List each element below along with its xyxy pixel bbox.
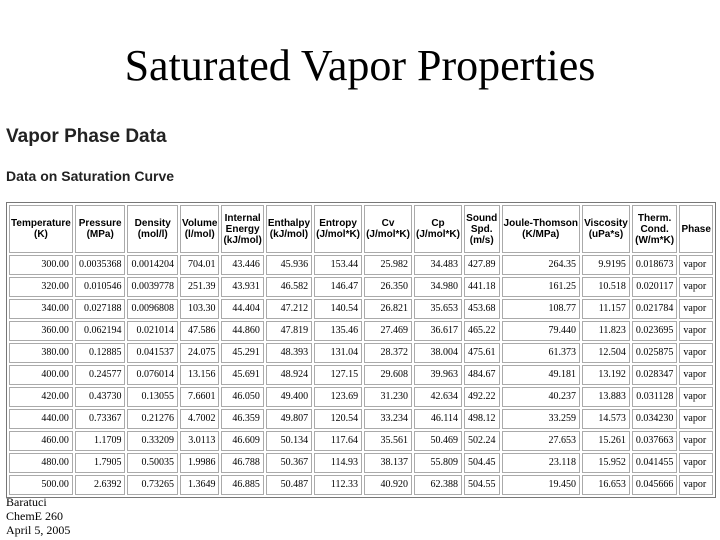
column-header: Viscosity (uPa*s) <box>582 205 630 253</box>
table-cell: 117.64 <box>314 431 362 451</box>
table-cell: 2.6392 <box>75 475 126 495</box>
table-cell: 45.936 <box>266 255 312 275</box>
table-row <box>9 409 713 429</box>
table-cell: 44.404 <box>221 299 263 319</box>
table-cell: 45.291 <box>221 343 263 363</box>
table-cell: 48.393 <box>266 343 312 363</box>
column-header: Temperature (K) <box>9 205 73 253</box>
table-cell: 46.609 <box>221 431 263 451</box>
table-cell: 55.809 <box>414 453 462 473</box>
table-cell: 0.034230 <box>632 409 678 429</box>
table-cell: 46.050 <box>221 387 263 407</box>
table-cell: 27.653 <box>502 431 581 451</box>
table-cell: 15.261 <box>582 431 630 451</box>
slide-title: Saturated Vapor Properties <box>124 41 596 90</box>
table-cell: 0.076014 <box>127 365 178 385</box>
table-cell: 34.980 <box>414 277 462 297</box>
table-cell: 27.469 <box>364 321 412 341</box>
subsection-heading: Data on Saturation Curve <box>6 168 175 184</box>
table-cell: 502.24 <box>464 431 500 451</box>
table-cell: 127.15 <box>314 365 362 385</box>
table-cell: 0.025875 <box>632 343 678 363</box>
table-cell: 400.00 <box>9 365 73 385</box>
table-cell: vapor <box>679 343 713 363</box>
table-cell: 420.00 <box>9 387 73 407</box>
table-cell: 24.075 <box>180 343 219 363</box>
column-header: Cp (J/mol*K) <box>414 205 462 253</box>
column-header: Sound Spd. (m/s) <box>464 205 500 253</box>
table-cell: 0.021014 <box>127 321 178 341</box>
table-cell: vapor <box>679 255 713 275</box>
column-header: Enthalpy (kJ/mol) <box>266 205 312 253</box>
table-cell: vapor <box>679 299 713 319</box>
column-header: Pressure (MPa) <box>75 205 126 253</box>
table-cell: 47.586 <box>180 321 219 341</box>
column-header: Joule-Thomson (K/MPa) <box>502 205 581 253</box>
table-cell: 13.192 <box>582 365 630 385</box>
table-cell: 0.50035 <box>127 453 178 473</box>
table-cell: 264.35 <box>502 255 581 275</box>
table-cell: 38.004 <box>414 343 462 363</box>
table-cell: 161.25 <box>502 277 581 297</box>
table-cell: 38.137 <box>364 453 412 473</box>
table-cell: 14.573 <box>582 409 630 429</box>
table-cell: 1.1709 <box>75 431 126 451</box>
table-cell: 9.9195 <box>582 255 630 275</box>
table-cell: 114.93 <box>314 453 362 473</box>
table-cell: 29.608 <box>364 365 412 385</box>
table-cell: 0.037663 <box>632 431 678 451</box>
table-cell: 61.373 <box>502 343 581 363</box>
table-cell: 0.020117 <box>632 277 678 297</box>
table-cell: 0.12885 <box>75 343 126 363</box>
table-cell: vapor <box>679 321 713 341</box>
table-cell: 140.54 <box>314 299 362 319</box>
table-cell: 42.634 <box>414 387 462 407</box>
table-cell: 46.885 <box>221 475 263 495</box>
table-cell: 23.118 <box>502 453 581 473</box>
table-cell: 504.45 <box>464 453 500 473</box>
table-row <box>9 453 713 473</box>
table-cell: 50.469 <box>414 431 462 451</box>
table-cell: 47.212 <box>266 299 312 319</box>
table-cell: 0.041455 <box>632 453 678 473</box>
table-cell: 0.041537 <box>127 343 178 363</box>
table-cell: 500.00 <box>9 475 73 495</box>
table-cell: vapor <box>679 409 713 429</box>
table-cell: 1.7905 <box>75 453 126 473</box>
table-cell: 26.350 <box>364 277 412 297</box>
table-cell: 0.045666 <box>632 475 678 495</box>
table-cell: 49.807 <box>266 409 312 429</box>
table-cell: 504.55 <box>464 475 500 495</box>
table-row <box>9 343 713 363</box>
table-cell: 40.920 <box>364 475 412 495</box>
table-cell: 0.0096808 <box>127 299 178 319</box>
table-cell: 0.0039778 <box>127 277 178 297</box>
table-cell: 16.653 <box>582 475 630 495</box>
table-row <box>9 321 713 341</box>
table-row <box>9 365 713 385</box>
table-cell: 35.653 <box>414 299 462 319</box>
table-cell: 12.504 <box>582 343 630 363</box>
table-cell: 492.22 <box>464 387 500 407</box>
table-cell: 11.823 <box>582 321 630 341</box>
column-header: Volume (l/mol) <box>180 205 219 253</box>
table-cell: 480.00 <box>9 453 73 473</box>
table-cell: 123.69 <box>314 387 362 407</box>
table-cell: 48.924 <box>266 365 312 385</box>
table-row <box>9 299 713 319</box>
table-row <box>9 255 713 275</box>
column-header: Entropy (J/mol*K) <box>314 205 362 253</box>
column-header: Cv (J/mol*K) <box>364 205 412 253</box>
table-cell: 380.00 <box>9 343 73 363</box>
table-cell: 0.028347 <box>632 365 678 385</box>
table-cell: 0.43730 <box>75 387 126 407</box>
table-cell: 300.00 <box>9 255 73 275</box>
table-cell: 0.023695 <box>632 321 678 341</box>
table-row <box>9 277 713 297</box>
table-cell: 43.931 <box>221 277 263 297</box>
table-cell: 49.181 <box>502 365 581 385</box>
table-cell: 441.18 <box>464 277 500 297</box>
table-cell: 1.3649 <box>180 475 219 495</box>
table-cell: 465.22 <box>464 321 500 341</box>
table-cell: 131.04 <box>314 343 362 363</box>
table-cell: 0.24577 <box>75 365 126 385</box>
table-cell: 50.367 <box>266 453 312 473</box>
table-row <box>9 475 713 495</box>
table-cell: 360.00 <box>9 321 73 341</box>
table-cell: 28.372 <box>364 343 412 363</box>
table-cell: 251.39 <box>180 277 219 297</box>
saturation-data-table <box>6 202 716 498</box>
table-cell: 1.9986 <box>180 453 219 473</box>
table-cell: vapor <box>679 277 713 297</box>
table-cell: 62.388 <box>414 475 462 495</box>
table-cell: 135.46 <box>314 321 362 341</box>
table-cell: 0.21276 <box>127 409 178 429</box>
table-cell: 704.01 <box>180 255 219 275</box>
table-cell: 0.0014204 <box>127 255 178 275</box>
table-cell: 46.788 <box>221 453 263 473</box>
table-cell: 49.400 <box>266 387 312 407</box>
table-cell: 498.12 <box>464 409 500 429</box>
table-cell: 0.73367 <box>75 409 126 429</box>
table-cell: 460.00 <box>9 431 73 451</box>
table-cell: 44.860 <box>221 321 263 341</box>
table-cell: 103.30 <box>180 299 219 319</box>
table-cell: 0.0035368 <box>75 255 126 275</box>
table-cell: vapor <box>679 453 713 473</box>
table-cell: 0.031128 <box>632 387 678 407</box>
table-cell: vapor <box>679 431 713 451</box>
table-cell: 7.6601 <box>180 387 219 407</box>
table-header-row <box>9 205 713 253</box>
slide-footer <box>6 495 70 537</box>
table-cell: 47.819 <box>266 321 312 341</box>
table-cell: 320.00 <box>9 277 73 297</box>
table-cell: 19.450 <box>502 475 581 495</box>
table-cell: 25.982 <box>364 255 412 275</box>
table-cell: 3.0113 <box>180 431 219 451</box>
table-cell: 35.561 <box>364 431 412 451</box>
column-header: Density (mol/l) <box>127 205 178 253</box>
table-cell: 0.33209 <box>127 431 178 451</box>
table-cell: 0.73265 <box>127 475 178 495</box>
table-cell: 146.47 <box>314 277 362 297</box>
footer-author: Baratuci <box>6 495 47 509</box>
webpage-screenshot <box>4 122 716 490</box>
table-cell: 484.67 <box>464 365 500 385</box>
table-cell: 0.027188 <box>75 299 126 319</box>
table-cell: 79.440 <box>502 321 581 341</box>
table-row <box>9 431 713 451</box>
table-row <box>9 387 713 407</box>
column-header: Internal Energy (kJ/mol) <box>221 205 263 253</box>
table-cell: 0.021784 <box>632 299 678 319</box>
table-cell: 120.54 <box>314 409 362 429</box>
table-cell: 15.952 <box>582 453 630 473</box>
table-cell: 13.883 <box>582 387 630 407</box>
table-cell: 33.234 <box>364 409 412 429</box>
table-body <box>9 255 713 495</box>
table-cell: 0.13055 <box>127 387 178 407</box>
table-cell: vapor <box>679 475 713 495</box>
table-cell: 43.446 <box>221 255 263 275</box>
table-cell: 31.230 <box>364 387 412 407</box>
table-cell: 45.691 <box>221 365 263 385</box>
table-cell: 340.00 <box>9 299 73 319</box>
table-cell: vapor <box>679 387 713 407</box>
table-cell: 108.77 <box>502 299 581 319</box>
table-cell: 40.237 <box>502 387 581 407</box>
table-cell: 0.010546 <box>75 277 126 297</box>
footer-course: ChemE 260 <box>6 509 63 523</box>
column-header: Therm. Cond. (W/m*K) <box>632 205 678 253</box>
table-cell: 453.68 <box>464 299 500 319</box>
table-cell: 11.157 <box>582 299 630 319</box>
section-heading: Vapor Phase Data <box>6 126 167 147</box>
footer-date: April 5, 2005 <box>6 523 71 537</box>
table-cell: 13.156 <box>180 365 219 385</box>
table-cell: vapor <box>679 365 713 385</box>
table-cell: 0.018673 <box>632 255 678 275</box>
table-cell: 39.963 <box>414 365 462 385</box>
table-cell: 33.259 <box>502 409 581 429</box>
table-cell: 26.821 <box>364 299 412 319</box>
table-cell: 4.7002 <box>180 409 219 429</box>
table-cell: 475.61 <box>464 343 500 363</box>
table-cell: 112.33 <box>314 475 362 495</box>
table-cell: 46.582 <box>266 277 312 297</box>
table-cell: 10.518 <box>582 277 630 297</box>
table-cell: 34.483 <box>414 255 462 275</box>
table-cell: 153.44 <box>314 255 362 275</box>
table-cell: 46.114 <box>414 409 462 429</box>
table-cell: 0.062194 <box>75 321 126 341</box>
table-cell: 440.00 <box>9 409 73 429</box>
table-cell: 46.359 <box>221 409 263 429</box>
table-cell: 50.487 <box>266 475 312 495</box>
column-header: Phase <box>679 205 713 253</box>
table-cell: 427.89 <box>464 255 500 275</box>
table-cell: 50.134 <box>266 431 312 451</box>
table-cell: 36.617 <box>414 321 462 341</box>
